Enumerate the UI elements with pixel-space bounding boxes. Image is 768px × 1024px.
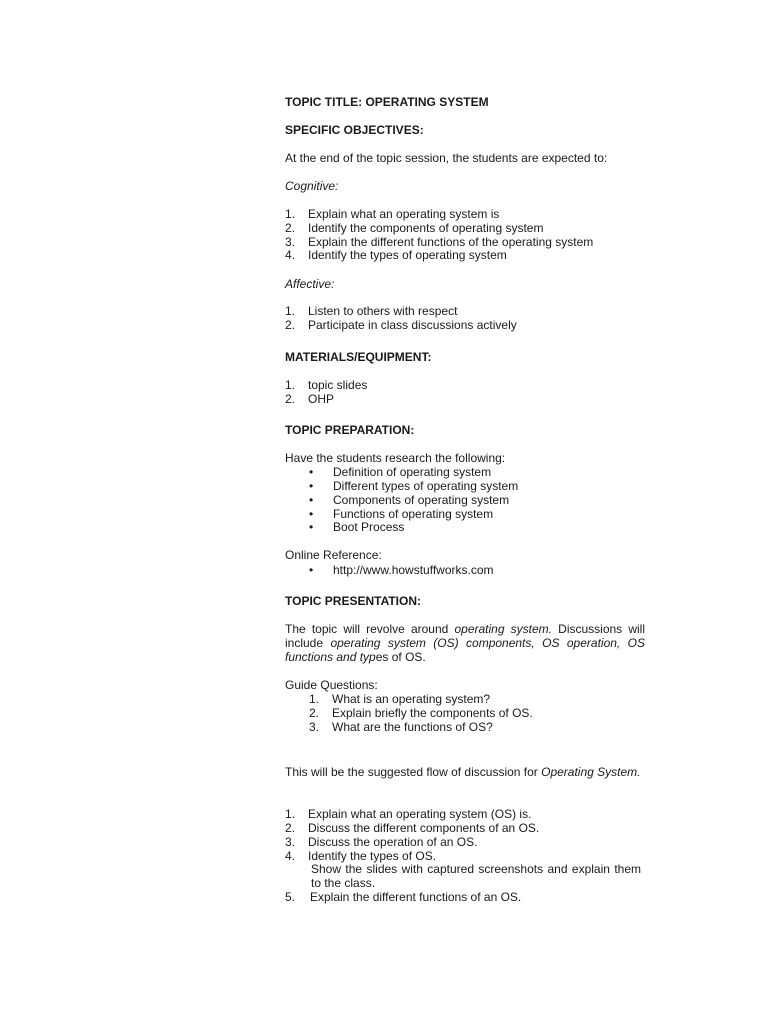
cognitive-label: Cognitive: — [285, 179, 339, 193]
preparation-item: • Different types of operating system — [309, 479, 519, 493]
bullet-icon: • — [309, 563, 314, 577]
flow-item: 3. Discuss the operation of an OS. — [285, 835, 478, 849]
topic-title: TOPIC TITLE: OPERATING SYSTEM — [285, 95, 489, 109]
affective-item: 2. Participate in class discussions actively — [285, 318, 517, 332]
preparation-item: • Functions of operating system — [309, 507, 494, 521]
bullet-icon: • — [309, 465, 314, 479]
flow-item: 1. Explain what an operating system (OS) is. — [285, 807, 532, 821]
online-reference-link[interactable]: http://www.howstuffworks.com — [333, 563, 494, 577]
preparation-item: • Components of operating system — [309, 493, 510, 507]
cognitive-item: 2. Identify the components of operating system — [285, 221, 544, 235]
flow-item: 4. Identify the types of OS. — [285, 849, 437, 863]
cognitive-item: 3. Explain the different functions of the operating system — [285, 235, 594, 249]
presentation-paragraph: The topic will revolve around operating system. Discussions will include operating system (OS) components, OS operation, OS functions and types of OS. — [285, 622, 645, 664]
objectives-intro: At the end of the topic session, the students are expected to: — [285, 151, 608, 165]
guide-question: 2. Explain briefly the components of OS. — [309, 706, 533, 720]
objectives-heading: SPECIFIC OBJECTIVES: — [285, 123, 424, 137]
preparation-item: • Boot Process — [309, 520, 405, 534]
preparation-intro: Have the students research the following: — [285, 451, 506, 465]
flow-note: Show the slides with captured screenshots and explain them to the class. — [311, 862, 641, 890]
guide-question: 1. What is an operating system? — [309, 692, 491, 706]
preparation-item: • Definition of operating system — [309, 465, 492, 479]
bullet-icon: • — [309, 493, 314, 507]
flow-intro: This will be the suggested flow of discussion for Operating System. — [285, 765, 641, 779]
materials-item: 1. topic slides — [285, 378, 368, 392]
flow-item: 2. Discuss the different components of an OS. — [285, 821, 540, 835]
bullet-icon: • — [309, 479, 314, 493]
presentation-heading: TOPIC PRESENTATION: — [285, 594, 422, 608]
preparation-heading: TOPIC PREPARATION: — [285, 423, 415, 437]
cognitive-item: 4. Identify the types of operating system — [285, 248, 507, 262]
bullet-icon: • — [309, 507, 314, 521]
online-reference-label: Online Reference: — [285, 548, 382, 562]
guide-question: 3. What are the functions of OS? — [309, 720, 493, 734]
affective-item: 1. Listen to others with respect — [285, 304, 458, 318]
online-reference-item — [309, 563, 494, 577]
affective-label: Affective: — [285, 277, 335, 291]
materials-item: 2. OHP — [285, 392, 335, 406]
cognitive-item: 1. Explain what an operating system is — [285, 207, 500, 221]
guide-questions-label: Guide Questions: — [285, 678, 378, 692]
bullet-icon: • — [309, 520, 314, 534]
materials-heading: MATERIALS/EQUIPMENT: — [285, 350, 432, 364]
flow-item: 5. Explain the different functions of an OS. — [285, 890, 522, 904]
